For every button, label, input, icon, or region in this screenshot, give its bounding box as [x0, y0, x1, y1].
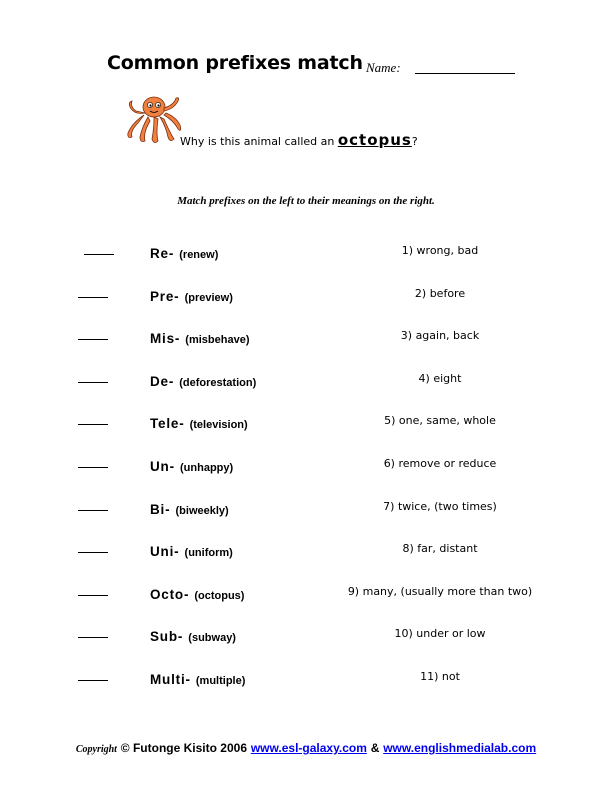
answer-blank[interactable]	[78, 467, 108, 468]
prefix-label: Tele-	[150, 416, 185, 431]
link-esl-galaxy[interactable]: www.esl-galaxy.com	[250, 741, 367, 755]
answer-blank[interactable]	[78, 680, 108, 681]
prefix-label: Sub-	[150, 629, 184, 644]
meaning-label: 7) twice, (two times)	[383, 500, 497, 513]
copyright-label: Copyright	[75, 744, 117, 755]
prefix-example: (uniform)	[184, 547, 233, 559]
meaning-label: 3) again, back	[400, 329, 480, 342]
author: © Futonge Kisito 2006	[120, 741, 247, 755]
footer	[0, 741, 612, 755]
answer-blank[interactable]	[78, 637, 108, 638]
name-label: Name:	[366, 60, 401, 75]
prefix-label: Pre-	[150, 289, 180, 304]
prefix-item	[150, 456, 233, 475]
prefix-example: (biweekly)	[175, 505, 229, 517]
prefix-example: (unhappy)	[180, 462, 234, 474]
prefix-example: (preview)	[184, 292, 233, 304]
prefix-item	[150, 413, 248, 432]
match-row	[0, 499, 612, 519]
answer-blank[interactable]	[78, 510, 108, 511]
match-row	[0, 371, 612, 391]
octopus-icon	[124, 93, 184, 145]
prefix-label: Mis-	[150, 331, 181, 346]
ampersand: &	[370, 741, 380, 755]
prefix-item	[150, 584, 244, 603]
meaning-label: 9) many, (usually more than two)	[347, 585, 533, 598]
question-text: Why is this animal called an	[180, 135, 335, 148]
prefix-label: De-	[150, 374, 175, 389]
prefix-label: Uni-	[150, 544, 180, 559]
prefix-label: Octo-	[150, 587, 190, 602]
prefix-item	[150, 626, 236, 645]
prefix-item	[150, 541, 233, 560]
instructions: Match prefixes on the left to their meanings on the right.	[177, 195, 435, 207]
header	[107, 52, 527, 82]
match-row	[0, 669, 612, 689]
answer-blank[interactable]	[78, 297, 108, 298]
answer-blank[interactable]	[78, 595, 108, 596]
answer-blank[interactable]	[78, 552, 108, 553]
prefix-example: (deforestation)	[179, 377, 257, 389]
match-row	[0, 541, 612, 561]
prefix-example: (subway)	[188, 632, 236, 644]
question	[180, 131, 418, 149]
page-title: Common prefixes match	[107, 52, 363, 74]
prefix-example: (multiple)	[195, 675, 246, 687]
match-row	[0, 456, 612, 476]
link-englishmedialab[interactable]: www.englishmedialab.com	[383, 741, 537, 755]
question-word: octopus	[337, 131, 412, 149]
meaning-label: 6) remove or reduce	[383, 457, 497, 470]
prefix-example: (renew)	[179, 249, 219, 261]
meaning-label: 10) under or low	[394, 627, 486, 640]
prefix-item	[150, 669, 245, 688]
answer-blank[interactable]	[78, 424, 108, 425]
meaning-label: 1) wrong, bad	[401, 244, 479, 257]
meaning-label: 11) not	[420, 670, 460, 683]
prefix-example: (octopus)	[194, 590, 245, 602]
prefix-item	[150, 371, 256, 390]
match-row	[0, 243, 612, 263]
meaning-label: 8) far, distant	[402, 542, 478, 555]
prefix-label: Un-	[150, 459, 175, 474]
prefix-item	[150, 328, 250, 347]
prefix-label: Bi-	[150, 502, 171, 517]
answer-blank[interactable]	[78, 339, 108, 340]
prefix-item	[150, 286, 233, 305]
match-row	[0, 286, 612, 306]
meaning-label: 4) eight	[418, 372, 462, 385]
match-row	[0, 328, 612, 348]
question-mark: ?	[411, 135, 418, 148]
prefix-example: (misbehave)	[185, 334, 250, 346]
answer-blank[interactable]	[78, 382, 108, 383]
prefix-item	[150, 243, 218, 262]
match-row	[0, 626, 612, 646]
match-row	[0, 584, 612, 604]
prefix-item	[150, 499, 229, 518]
answer-blank[interactable]	[84, 254, 114, 255]
prefix-label: Multi-	[150, 672, 191, 687]
match-row	[0, 413, 612, 433]
meaning-label: 2) before	[414, 287, 466, 300]
prefix-label: Re-	[150, 246, 175, 261]
name-field-line[interactable]	[415, 73, 515, 74]
prefix-example: (television)	[189, 419, 248, 431]
meaning-label: 5) one, same, whole	[384, 414, 496, 427]
